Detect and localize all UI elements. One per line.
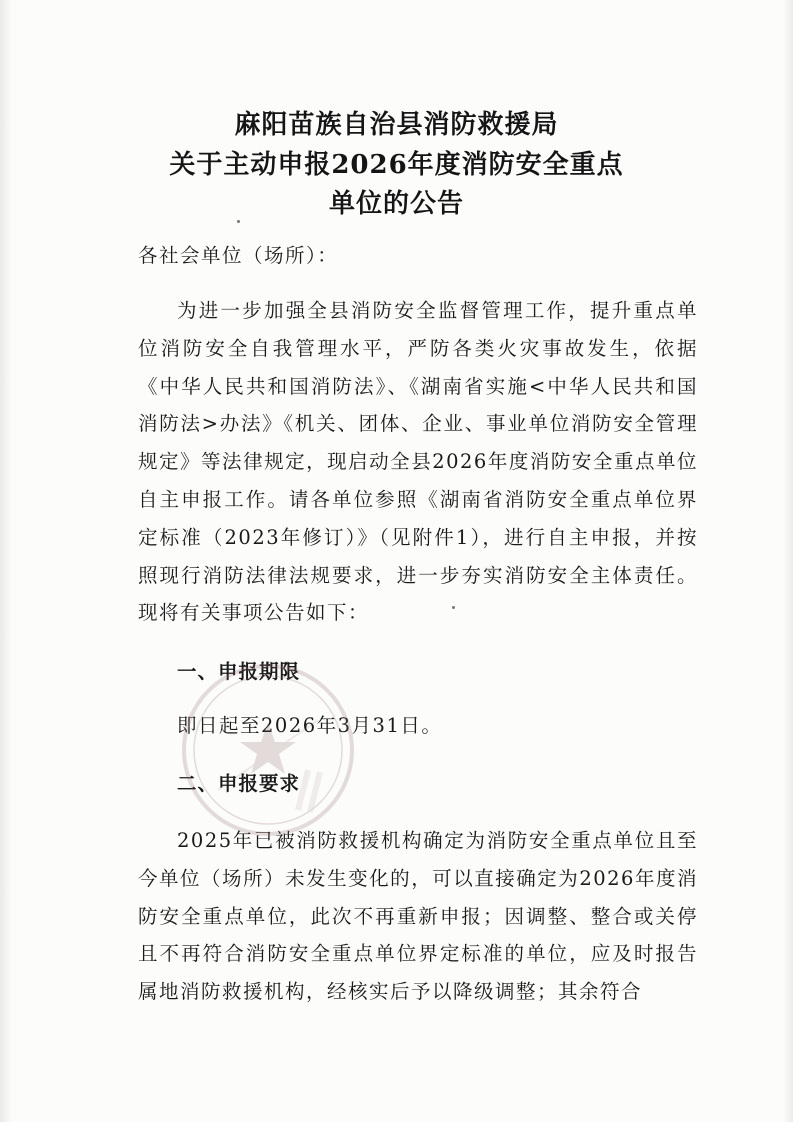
section-heading-deadline: 一、申报期限 — [177, 660, 301, 683]
section-heading-requirements: 二、申报要求 — [177, 772, 301, 795]
title-line-1: 麻阳苗族自治县消防救援局 — [234, 110, 559, 140]
scan-speck — [452, 606, 455, 609]
scan-speck — [237, 220, 240, 223]
paragraph-requirements: 2025年已被消防救援机构确定为消防安全重点单位且至今单位（场所）未发生变化的，可以直接确定为2026年度消防安全重点单位，此次不再重新申报；因调整、整合或关停且不再符合消防安全重点单位界定标准的单位，应及时报告属地消防救援机构，经核实后予以降级调整；其余符合 — [138, 829, 698, 1004]
official-seal — [178, 660, 358, 840]
deadline-text: 即日起至2026年3月31日。 — [177, 714, 443, 737]
title-line-2: 关于主动申报2026年度消防安全重点 — [169, 150, 624, 180]
title-line-3: 单位的公告 — [328, 189, 464, 219]
paragraph-intro: 为进一步加强全县消防安全监督管理工作，提升重点单位消防安全自我管理水平，严防各类火灾事故发生，依据《中华人民共和国消防法》、《湖南省实施<中华人民共和国消防法>办法》《机关、团体、企业、事业单位消防安全管理规定》等法律规定，现启动全县2026年度消防安全重点单位自主申报工作。请各单位参照《湖南省消防安全重点单位界定标准（2023年修订）》（见附件1），进行自主申报，并按照现行消防法律法规要求，进一步夯实消防安全主体责任。现将有关事项公告如下： — [138, 299, 698, 625]
salutation: 各社会单位（场所）： — [138, 244, 339, 267]
